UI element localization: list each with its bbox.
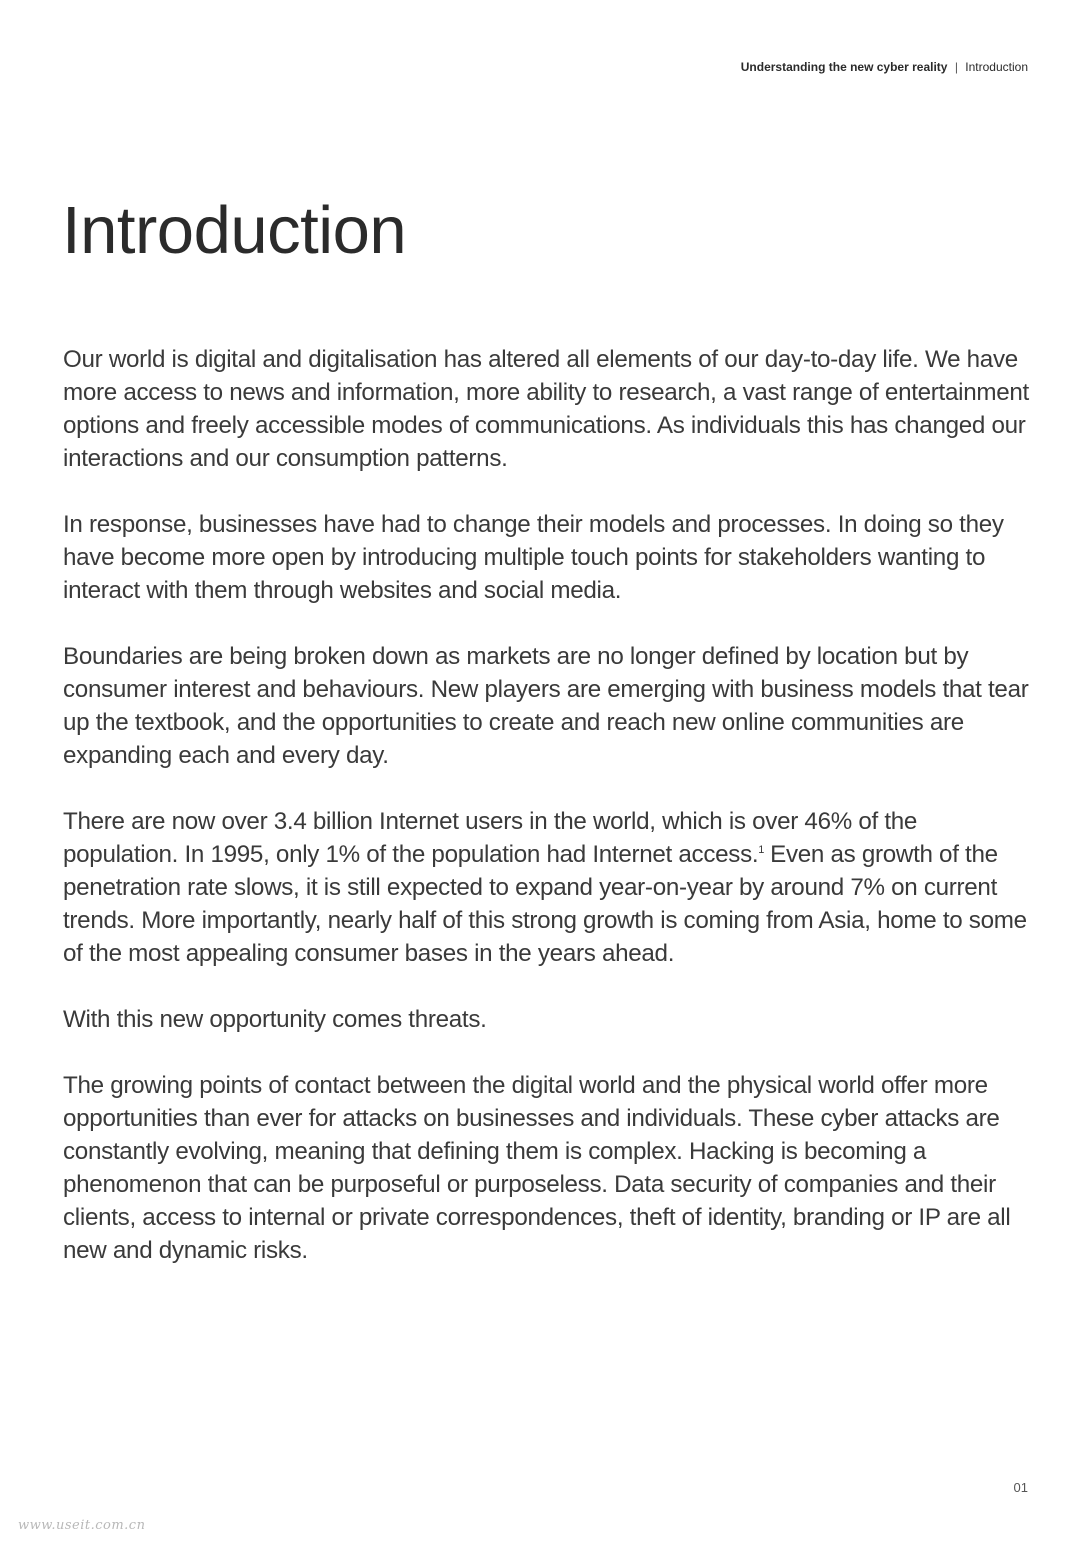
page-title: Introduction [62, 193, 407, 268]
paragraph-boundaries: Boundaries are being broken down as markets are no longer defined by location but by consumer interest and behaviours. New players are emerging with business models that tear up the textbook, and the opportunities to create and reach new online communities are expanding each and every day. [63, 643, 1029, 769]
running-header [741, 60, 1028, 74]
header-section-name: Introduction [965, 60, 1028, 74]
paragraph-attacks: The growing points of contact between the digital world and the physical world offer more opportunities than ever for attacks on businesses and individuals. These cyber attacks are constantly evolving, meaning that defining them is complex. Hacking is becoming a phenomenon that can be purposeful or purposeless. Data security of companies and their clients, access to internal or private correspondences, theft of identity, branding or IP are all new and dynamic risks. [63, 1072, 1011, 1264]
paragraph-internet-users [63, 805, 1035, 970]
watermark: www.useit.com.cn [18, 1518, 146, 1533]
paragraph-digital-world: Our world is digital and digitalisation has altered all elements of our day-to-day life. We have more access to news and information, more ability to research, a vast range of entertainment options and freely accessible modes of communications. As individuals this has changed our interactions and our consumption patterns. [63, 346, 1029, 472]
body-text [63, 343, 1035, 1300]
footnote-marker[interactable]: 1 [758, 843, 765, 856]
header-separator: | [954, 60, 958, 74]
page-number: 01 [1013, 1480, 1028, 1495]
paragraph-threats: With this new opportunity comes threats. [63, 1006, 487, 1033]
header-document-title: Understanding the new cyber reality [740, 60, 948, 74]
internet-users-text: There are now over 3.4 billion Internet users in the world, which is over 46% of the population. In 1995, only 1% of the population had Internet access. [63, 808, 918, 868]
paragraph-business-response: In response, businesses have had to change their models and processes. In doing so they have become more open by introducing multiple touch points for stakeholders wanting to interact with them through websites and social media. [63, 511, 1004, 604]
internet-growth-text: Even as growth of the penetration rate slows, it is still expected to expand year-on-year by around 7% on current trends. More importantly, nearly half of this strong growth is coming from Asia, home to some of the most appealing consumer bases in the years ahead. [63, 841, 1027, 967]
